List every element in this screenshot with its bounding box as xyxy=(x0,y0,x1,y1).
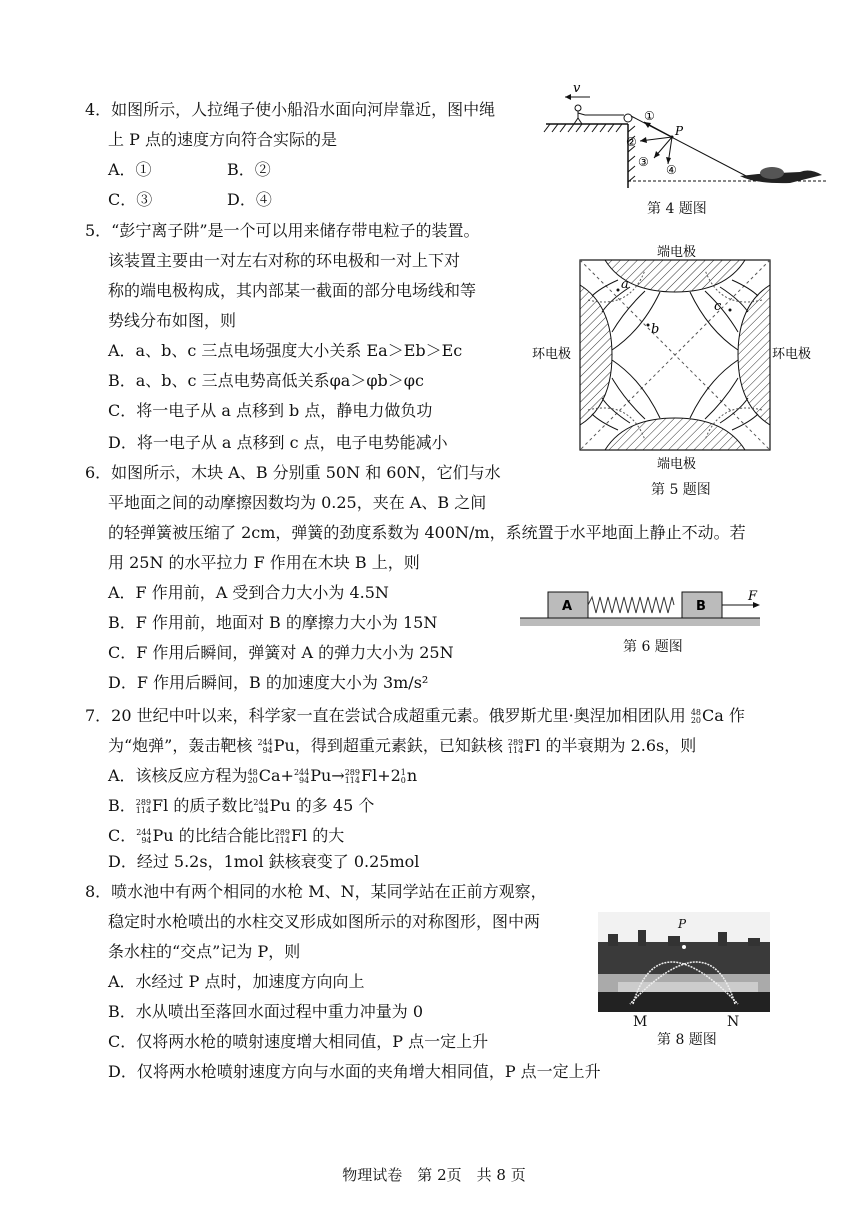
q6-force-label: F xyxy=(748,589,758,604)
q6-stem-line3: 的轻弹簧被压缩了 2cm，弹簧的劲度系数为 400N/m，系统置于水平地面上静止不动。若 xyxy=(108,523,746,542)
pu-atomic-number: 94 xyxy=(258,805,269,815)
q4-stem-line2: 上 P 点的速度方向符合实际的是 xyxy=(108,130,337,149)
ca-isotope-numbers xyxy=(691,709,701,725)
q8-figure-fountain-photo xyxy=(598,912,770,1017)
pu-atomic-number: 94 xyxy=(141,835,152,845)
q5-point-a-label: a xyxy=(621,277,629,292)
q5-stem-line3: 称的端电极构成，其内部某一截面的部分电场线和等 xyxy=(108,281,477,300)
ca-isotope-numbers xyxy=(248,769,258,785)
q6-option-d: D．F 作用后瞬间，B 的加速度大小为 3m/s² xyxy=(108,673,429,692)
q4-option-d: D．④ xyxy=(227,190,272,209)
pu-mass-number: 244 xyxy=(136,827,152,837)
q6-option-a: A．F 作用前，A 受到合力大小为 4.5N xyxy=(108,583,389,602)
q7-stem-line2-part2: Pu，得到超重元素鈇，已知鈇核 xyxy=(273,736,503,755)
q7-option-b-mid: Fl 的质子数比 xyxy=(152,796,254,815)
q5-stem-line2: 该装置主要由一对左右对称的环电极和一对上下对 xyxy=(108,251,461,270)
fl-isotope-numbers xyxy=(275,829,290,845)
q7-option-b xyxy=(108,795,374,817)
q4-option-a: A．① xyxy=(108,160,152,179)
q5-option-a: A．a、b、c 三点电场强度大小关系 Ea＞Eb＞Ec xyxy=(108,341,463,360)
q6-stem-line4: 用 25N 的水平拉力 F 作用在木块 B 上，则 xyxy=(108,553,420,572)
ca-mass-number: 48 xyxy=(247,767,258,777)
q8-stem-line1: 8．喷水池中有两个相同的水枪 M、N，某同学站在正前方观察， xyxy=(85,882,547,901)
q4-arrow-1-label: ① xyxy=(644,109,655,123)
q8-option-d: D．仅将两水枪喷射速度方向与水面的夹角增大相同值，P 点一定上升 xyxy=(108,1062,601,1081)
pu-isotope-numbers xyxy=(136,829,151,845)
q8-stem-line3: 条水柱的“交点”记为 P，则 xyxy=(108,942,301,961)
q6-option-b: B．F 作用前，地面对 B 的摩擦力大小为 15N xyxy=(108,613,438,632)
pu-isotope-numbers xyxy=(253,799,268,815)
q8-stem-line2: 稳定时水枪喷出的水柱交叉形成如图所示的对称图形，图中两 xyxy=(108,912,541,931)
fl-atomic-number: 114 xyxy=(274,835,290,845)
q8-figure-caption: 第 8 题图 xyxy=(657,1032,717,1048)
neutron-atomic-number: 0 xyxy=(400,775,406,785)
q7-option-b-end: Pu 的多 45 个 xyxy=(269,796,375,815)
q5-figure-caption: 第 5 题图 xyxy=(651,482,711,498)
q6-figure-blocks-spring xyxy=(520,588,770,628)
q4-option-c: C．③ xyxy=(108,190,153,209)
q4-figure-rope-boat xyxy=(540,78,830,203)
neutron-mass-number: 1 xyxy=(400,767,406,777)
fl-mass-number: 289 xyxy=(274,827,290,837)
q7-stem-line1-end: Ca 作 xyxy=(702,706,745,725)
ca-atomic-number: 20 xyxy=(247,775,258,785)
fl-mass-number: 289 xyxy=(507,737,524,747)
q5-option-b: B．a、b、c 三点电势高低关系φa＞φb＞φc xyxy=(108,371,424,390)
q7-option-a-prefix: A．该核反应方程为 xyxy=(108,766,248,785)
q4-point-p-label: P xyxy=(675,124,684,138)
page-footer: 物理试卷 第 2页 共 8 页 xyxy=(342,1166,526,1184)
pu-isotope-numbers xyxy=(257,739,272,755)
pu-isotope-numbers xyxy=(294,769,309,785)
q8-point-p-label: P xyxy=(678,917,687,931)
q6-block-b-label: B xyxy=(696,599,706,614)
q6-stem-line1: 6．如图所示，木块 A、B 分别重 50N 和 60N，它们与水 xyxy=(85,463,501,482)
q6-option-c: C．F 作用后瞬间，弹簧对 A 的弹力大小为 25N xyxy=(108,643,454,662)
q4-velocity-label: v xyxy=(573,81,581,96)
q7-stem-line2-part3: Fl 的半衰期为 2.6s，则 xyxy=(524,736,697,755)
q4-figure-caption: 第 4 题图 xyxy=(647,201,707,217)
q8-nozzle-m-label: M xyxy=(633,1014,648,1030)
q7-stem-line2 xyxy=(108,735,696,757)
q7-stem-line2-part1: 为“炮弹”，轰击靶核 xyxy=(108,736,253,755)
q7-option-a-n: n xyxy=(406,766,418,785)
q4-stem-line1: 4．如图所示，人拉绳子使小船沿水面向河岸靠近，图中绳 xyxy=(85,100,496,119)
q7-option-a-pu: Pu→ xyxy=(310,766,345,785)
fl-mass-number: 289 xyxy=(135,797,152,807)
fl-atomic-number: 114 xyxy=(507,745,524,755)
q4-arrow-4-label: ④ xyxy=(666,163,677,177)
q6-figure-caption: 第 6 题图 xyxy=(623,639,683,655)
pu-mass-number: 244 xyxy=(293,767,310,777)
ca-atomic-number: 20 xyxy=(690,715,701,725)
q5-bottom-electrode-label: 端电极 xyxy=(657,457,697,472)
q8-option-c: C．仅将两水枪的喷射速度增大相同值，P 点一定上升 xyxy=(108,1032,489,1051)
q5-point-c-label: c xyxy=(714,299,722,314)
fl-atomic-number: 114 xyxy=(344,775,360,785)
neutron-numbers xyxy=(401,769,406,785)
q8-option-b: B．水从喷出至落回水面过程中重力冲量为 0 xyxy=(108,1002,424,1021)
q7-option-c-prefix: C． xyxy=(108,826,137,845)
q5-figure-penning-trap xyxy=(530,240,830,480)
q5-right-electrode-label: 环电极 xyxy=(772,347,812,362)
q4-arrow-3-label: ③ xyxy=(638,155,649,169)
q6-stem-line2: 平地面之间的动摩擦因数均为 0.25，夹在 A、B 之间 xyxy=(108,493,487,512)
fl-isotope-numbers xyxy=(508,739,523,755)
pu-mass-number: 244 xyxy=(253,797,269,807)
fl-atomic-number: 114 xyxy=(135,805,152,815)
pu-atomic-number: 94 xyxy=(262,745,273,755)
ca-mass-number: 48 xyxy=(690,707,701,717)
q5-top-electrode-label: 端电极 xyxy=(657,245,697,260)
q4-arrow-2-label: ② xyxy=(626,135,637,149)
q5-stem-line4: 势线分布如图，则 xyxy=(108,311,237,330)
q4-option-b: B．② xyxy=(227,160,271,179)
q7-stem-line1-text: 7．20 世纪中叶以来，科学家一直在尝试合成超重元素。俄罗斯尤里·奥涅加相团队用 xyxy=(85,706,686,725)
pu-mass-number: 244 xyxy=(257,737,273,747)
q5-left-electrode-label: 环电极 xyxy=(532,347,572,362)
fl-mass-number: 289 xyxy=(344,767,360,777)
q7-option-c-mid: Pu 的比结合能比 xyxy=(152,826,275,845)
q8-nozzle-n-label: N xyxy=(727,1014,740,1030)
q5-option-d: D．将一电子从 a 点移到 c 点，电子电势能减小 xyxy=(108,433,448,452)
q7-option-d: D．经过 5.2s，1mol 鈇核衰变了 0.25mol xyxy=(108,852,420,871)
q7-stem-line1 xyxy=(85,705,745,727)
pu-atomic-number: 94 xyxy=(299,775,310,785)
q7-option-a-ca: Ca+ xyxy=(258,766,294,785)
q7-option-b-prefix: B． xyxy=(108,796,136,815)
q7-option-c-end: Fl 的大 xyxy=(290,826,345,845)
fl-isotope-numbers xyxy=(345,769,360,785)
q7-option-a xyxy=(108,765,417,787)
q6-block-a-label: A xyxy=(562,599,573,614)
q5-point-b-label: b xyxy=(651,322,660,337)
q8-option-a: A．水经过 P 点时，加速度方向向上 xyxy=(108,972,365,991)
q7-option-a-fl: Fl+2 xyxy=(360,766,401,785)
fl-isotope-numbers xyxy=(136,799,151,815)
q5-stem-line1: 5．“彭宁离子阱”是一个可以用来储存带电粒子的装置。 xyxy=(85,221,480,240)
q7-option-c xyxy=(108,825,344,847)
q5-option-c: C．将一电子从 a 点移到 b 点，静电力做负功 xyxy=(108,401,433,420)
